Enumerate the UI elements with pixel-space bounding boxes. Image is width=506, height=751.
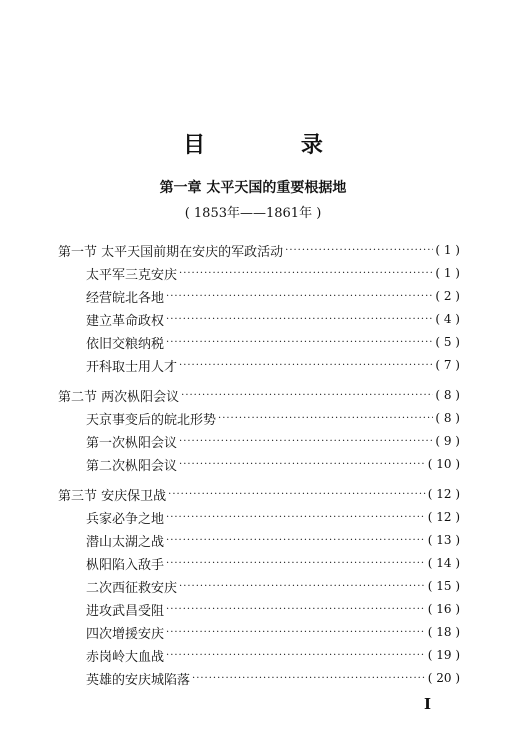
toc-entry-page: ( 16 ) (427, 602, 460, 616)
toc-leader-dots (179, 581, 426, 592)
toc-entry-label: 英雄的安庆城陷落 (86, 672, 191, 688)
toc-entry (86, 645, 460, 665)
toc-leader-dots (285, 245, 433, 256)
chapter-title: 第一章 太平天国的重要根据地 (159, 180, 347, 196)
toc-entry (86, 507, 460, 527)
toc-entry (86, 332, 460, 352)
toc-leader-dots (166, 535, 426, 546)
toc-entry-page: ( 8 ) (435, 388, 460, 402)
toc-entry (86, 668, 460, 688)
toc-entry-label: 太平军三克安庆 (86, 267, 178, 283)
toc-leader-dots (166, 291, 433, 302)
toc-entry (86, 599, 460, 619)
toc-leader-dots (166, 627, 426, 638)
toc-leader-dots (166, 512, 426, 523)
toc-leader-dots (166, 650, 426, 661)
toc-leader-dots (166, 337, 433, 348)
toc-entry-page: ( 4 ) (435, 312, 460, 326)
toc-entry-page: ( 13 ) (427, 533, 460, 547)
page-number: I (424, 695, 432, 713)
toc-entry-page: ( 7 ) (435, 358, 460, 372)
toc-entry-label: 四次增援安庆 (86, 626, 165, 642)
toc-leader-dots (168, 489, 426, 500)
toc-entry-page: ( 18 ) (427, 625, 460, 639)
toc-leader-dots (218, 413, 433, 424)
toc-entry-page: ( 12 ) (427, 510, 460, 524)
toc-entry-page: ( 10 ) (427, 457, 460, 471)
toc-entry-page: ( 1 ) (435, 243, 460, 257)
toc-entry (86, 622, 460, 642)
toc-entry-label: 赤岗岭大血战 (86, 649, 165, 665)
toc-leader-dots (192, 673, 426, 684)
toc-entry (86, 263, 460, 283)
toc-entry (86, 309, 460, 329)
toc-entry-label: 第一节 太平天国前期在安庆的军政活动 (58, 244, 284, 260)
toc-entry (86, 286, 460, 306)
toc-entry-label: 兵家必争之地 (86, 511, 165, 527)
toc-entry-page: ( 12 ) (427, 487, 460, 501)
toc-entry (86, 553, 460, 573)
chapter-years: ( 1853年——1861年 ) (184, 206, 322, 221)
toc-entry-page: ( 5 ) (435, 335, 460, 349)
toc-entry-page: ( 2 ) (435, 289, 460, 303)
toc-entry (86, 408, 460, 428)
toc-leader-dots (179, 360, 433, 371)
toc-entry-page: ( 9 ) (435, 434, 460, 448)
toc-entry (86, 454, 460, 474)
toc-entry (86, 576, 460, 596)
toc-entry-label: 天京事变后的皖北形势 (86, 412, 217, 428)
toc-entry-page: ( 14 ) (427, 556, 460, 570)
toc-entry-page: ( 1 ) (435, 266, 460, 280)
toc-entry (58, 240, 460, 260)
toc-leader-dots (166, 314, 433, 325)
toc-leader-dots (179, 436, 433, 447)
toc-entry-label: 建立革命政权 (86, 313, 165, 329)
toc-entry-page: ( 15 ) (427, 579, 460, 593)
toc-leader-dots (181, 390, 433, 401)
toc-entry-label: 第一次枞阳会议 (86, 435, 178, 451)
toc-entry-page: ( 19 ) (427, 648, 460, 662)
toc-entry (58, 385, 460, 405)
toc-entry-label: 二次西征救安庆 (86, 580, 178, 596)
toc-entry-label: 经营皖北各地 (86, 290, 165, 306)
toc-entry (86, 355, 460, 375)
toc-entry-label: 进攻武昌受阻 (86, 603, 165, 619)
toc-entry-label: 第二节 两次枞阳会议 (58, 389, 180, 405)
toc-entry-label: 开科取士用人才 (86, 359, 178, 375)
toc-entry-label: 依旧交粮纳税 (86, 336, 165, 352)
toc-leader-dots (166, 604, 426, 615)
toc-entry-label: 第三节 安庆保卫战 (58, 488, 167, 504)
toc-entry-label: 枞阳陷入敌手 (86, 557, 165, 573)
toc-entry-page: ( 20 ) (427, 671, 460, 685)
page-title: 目 录 (183, 132, 367, 158)
toc-leader-dots (166, 558, 426, 569)
toc-leader-dots (179, 459, 426, 470)
toc-entry (86, 431, 460, 451)
toc-leader-dots (179, 268, 433, 279)
toc-entry-label: 第二次枞阳会议 (86, 458, 178, 474)
toc-entry (86, 530, 460, 550)
toc-entry-page: ( 8 ) (435, 411, 460, 425)
toc-entry (58, 484, 460, 504)
toc-entry-label: 潜山太湖之战 (86, 534, 165, 550)
